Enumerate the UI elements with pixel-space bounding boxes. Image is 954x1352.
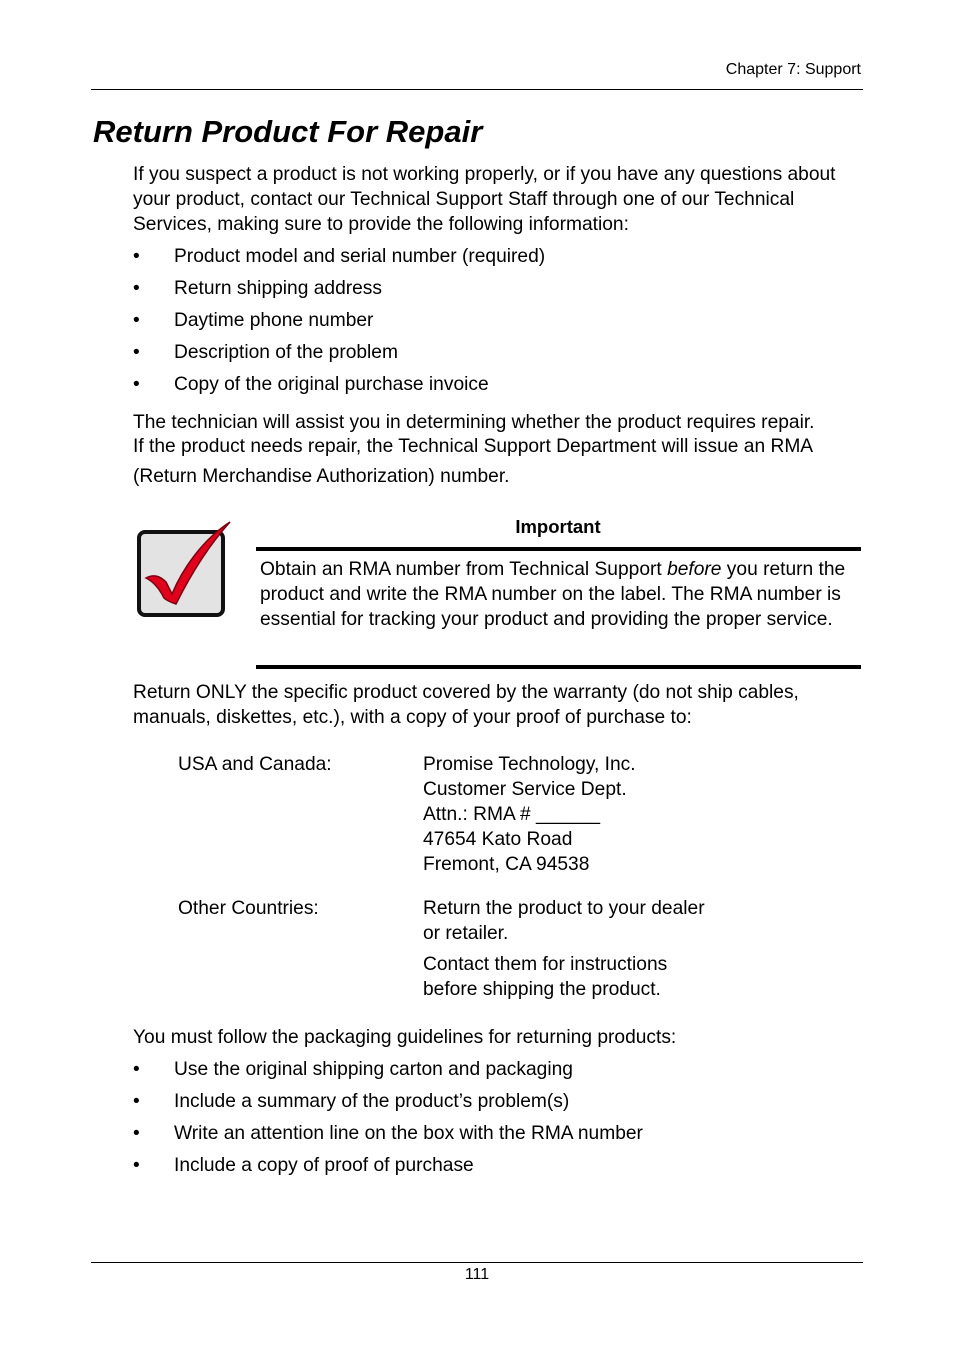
chapter-header: Chapter 7: Support xyxy=(725,61,861,78)
bullet: • xyxy=(133,246,140,267)
other-address-1: Return the product to your dealer or retailer. xyxy=(423,898,705,944)
bullet: • xyxy=(133,342,140,363)
page-number: 111 xyxy=(464,1266,490,1283)
intro-paragraph: If you suspect a product is not working properly, or if you have any questions about your product, contact our Technical Support Staff through one of our Technical Services, making sure to provide the following information: xyxy=(133,164,836,235)
note-title: Important xyxy=(515,516,601,537)
bullet: • xyxy=(133,278,140,299)
usa-address: Promise Technology, Inc. Customer Service Dept. Attn.: RMA # ______ 47654 Kato Road Fremont, CA 94538 xyxy=(423,754,636,875)
footer-rule xyxy=(91,1262,863,1263)
bullet: • xyxy=(133,374,140,395)
checkmark-box-icon xyxy=(136,520,232,618)
bullet: • xyxy=(133,310,140,331)
technician-paragraph-line1: The technician will assist you in determining whether the product requires repair. xyxy=(133,412,815,433)
bullet: • xyxy=(133,1155,140,1176)
packaging-intro: You must follow the packaging guidelines for returning products: xyxy=(133,1027,677,1048)
note-emphasis: before xyxy=(667,559,722,580)
technician-paragraph-line3: (Return Merchandise Authorization) number. xyxy=(133,466,510,487)
other-label: Other Countries: xyxy=(178,898,319,919)
bullet: • xyxy=(133,1091,140,1112)
usa-label: USA and Canada: xyxy=(178,754,332,775)
bullet: • xyxy=(133,1059,140,1080)
page-title: Return Product For Repair xyxy=(93,114,483,149)
technician-paragraph-line2: If the product needs repair, the Technical Support Department will issue an RMA xyxy=(133,436,814,457)
return-paragraph: Return ONLY the specific product covered by the warranty (do not ship cables, manuals, diskettes, etc.), with a copy of your proof of purchase to: xyxy=(133,682,799,728)
note-top-rule xyxy=(256,547,861,551)
note-bottom-rule xyxy=(256,665,861,669)
other-address-2: Contact them for instructions before shipping the product. xyxy=(423,954,668,1000)
note-body: Obtain an RMA number from Technical Support before you return the product and write the RMA number on the label. The RMA number is essential for tracking your product and providing the proper service. xyxy=(260,559,846,630)
header-rule xyxy=(91,89,863,90)
bullet: • xyxy=(133,1123,140,1144)
